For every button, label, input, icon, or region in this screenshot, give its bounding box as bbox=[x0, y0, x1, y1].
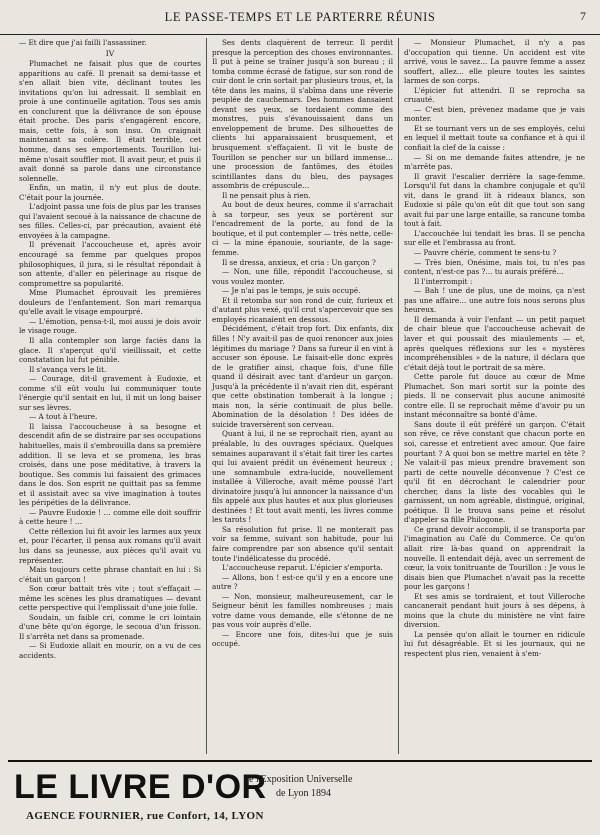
paragraph: Il se dressa, anxieux, et cria : Un garçon ? bbox=[222, 257, 376, 267]
column-3 bbox=[398, 38, 590, 754]
paragraph: — Si Eudoxie allait en mourir, on a vu de ces accidents. bbox=[19, 641, 201, 660]
ad-title: LE LIVRE D'OR bbox=[14, 768, 267, 806]
paragraph: Cette réflexion lui fit avoir les larmes aux yeux et, pour l'écarter, il pensa aux romans qu'il avait lus dans sa jeunesse, aux pièces qu'il avait vu représenter. bbox=[19, 526, 201, 565]
paragraph: Et ses amis se tordraient, et tout Villeroche cancanerait pendant huit jours à ses dépens, à moins que la chute du ministère ne vînt faire diversion. bbox=[404, 591, 585, 630]
ad-subtitle-line1: de l'Exposition Universelle bbox=[244, 774, 353, 785]
paragraph: L'adjoint passa une fois de plus par les transes qui l'avaient secoué à la naissance de chacune de ses filles. Celles-ci, par précaution, avaient été envoyées à la campagne. bbox=[19, 202, 201, 240]
paragraph: — Pauvre chérie, comment te sens-tu ? bbox=[414, 248, 557, 258]
paragraph: Ses dents claquèrent de terreur. Il perdit presque la perception des choses environnantes. Il put à peine se traîner jusqu'à son bureau ; il tomba comme écrasé de fatigue, sur son rond de cuir dont le crin sortait par plusieurs trous, et, la tête dans les mains, il s'abîma dans une rêverie peuplée de cauchemars. Des hommes dansaient devant ses yeux, se tordaient comme des monstres, puis s'évanouissaient dans un enveloppement de brume. Des silhouettes de clients lui apparaissaient brusquement, et brusquement s'effaçaient. Il vit le buste de Tourillon se pencher sur un billard immense… une procession de fantômes, des étoiles scintillantes dans du bleu, des paysages assombris de crépuscule… bbox=[212, 38, 393, 191]
paragraph: — Monsieur Plumachet, il n'y a pas d'occupation qui tienne. Un accident est vite arrivé, vous le savez… La pauvre femme a assez souffert, allez… elle pleure toutes les saintes larmes de son corps. bbox=[404, 38, 585, 86]
paragraph: — Bah ! une de plus, une de moins, ça n'est pas une affaire… une autre fois nous serons plus heureux. bbox=[404, 286, 585, 315]
paragraph: Plumachet ne faisait plus que de courtes apparitions au café. Il prenait sa demi-tasse et s'en allait bien vite, déclinant toutes les invitations qu'on lui adressait. Il semblait en proie à une continuelle agitation. Tous ses amis en conclurent que la délivrance de son épouse était proche. Des paris s'engagèrent encore, mais, cette fois, à son insu. On craignait maintenant sa colère. Il était terrible, cet homme, dans ses emportements. Tourillon lui-même n'osait souffler mot. Il avait peur, et puis il avait donné sa parole dans une circonstance solennelle. bbox=[19, 59, 201, 183]
paragraph: Et se tournant vers un de ses employés, celui en lequel il mettait toute sa confiance et à qui il confiait la clef de la caisse : bbox=[404, 123, 585, 153]
paragraph: Il ne pensait plus à rien. bbox=[222, 190, 311, 200]
paragraph: La pensée qu'on allait le tourner en ridicule lui fut désagréable. Et si les journaux, qui ne respectent plus rien, venaient à s'em- bbox=[404, 629, 585, 658]
paragraph: — Allons, bon ! est-ce qu'il y en a encore une autre ? bbox=[212, 572, 393, 592]
paragraph: Il s'avança vers le lit. bbox=[29, 364, 107, 374]
paragraph: Cette parole fut douce au cœur de Mme Plumachet. Son mari sortit sur la pointe des pieds. Il ne conservait plus aucune animosité contre elle. Il se reprochait même d'avoir pu un instant méconnaître sa bonté d'âme. bbox=[404, 372, 585, 420]
paragraph: — L'émotion, pensa-t-il, moi aussi je dois avoir le visage rouge. bbox=[19, 316, 201, 336]
paragraph: L'épicier fut attendri. Il se reprocha sa cruauté. bbox=[404, 85, 585, 105]
paragraph: L'accoucheuse reparut. L'épicier s'emporta. bbox=[222, 563, 383, 573]
paragraph: Mais toujours cette phrase chantait en lui : Si c'était un garçon ! bbox=[19, 565, 201, 584]
paragraph: Soudain, un faible cri, comme le cri lointain d'une bête qu'on égorge, le secoua d'un frisson. Il s'arrêta net dans sa promenade. bbox=[19, 612, 201, 641]
paragraph: — Encore une fois, dites-lui que je suis occupé. bbox=[212, 629, 393, 649]
paragraph: — C'est bien, prévenez madame que je vais monter. bbox=[404, 104, 585, 124]
paragraph: Sa résolution fut prise. Il ne monterait pas voir sa femme, suivant son habitude, pour lui faire comprendre par son absence qu'il sentait toute l'indélicatesse du procédé. bbox=[212, 524, 393, 563]
paragraph: Décidément, c'était trop fort. Dix enfants, dix filles ! N'y avait-il pas de quoi renoncer aux joies légitimes du mariage ? Dans sa fureur il en vint à accuser son épouse. Le faisait-elle donc exprès de le gratifier ainsi, chaque fois, d'une fille quand il désirait avec tant d'ardeur un garçon. Jusqu'à la précédente il n'avait rien dit, espérant que cette obstination tomberait à la longue ; mais non, la série continuait de plus belle. Abomination de la désolation ! Des idées de suicide traversèrent son cerveau. bbox=[212, 324, 393, 429]
paragraph: Mme Plumachet éprouvait les premières douleurs de l'enfantement. Son mari remarqua qu'elle avait le visage empourpré. bbox=[19, 288, 201, 317]
ad-subtitle-line2: de Lyon 1894 bbox=[276, 788, 331, 799]
paragraph: Ce grand devoir accompli, il se transporta par l'imagination au Café du Commerce. Ce qu'on allait rire là-bas quand on apprendrait la nouvelle. Il entendait déjà, avec un serrement de cœur, la voix tonitruante de Tourillon : Je vous le disais bien que Plumachet n'avait pas la recette pour les garçons ! bbox=[404, 524, 585, 592]
paragraph: — Courage, dit-il gravement à Eudoxie, et comme s'il eût voulu lui communiquer toute l'énergie qu'il sentait en lui, il mit un long baiser sur ses lèvres. bbox=[19, 374, 201, 412]
paragraph: Sans doute il eût préféré un garçon. C'était son rêve, ce rêve constant que chacun porte en soi, caresse et entretient avec amour. Que faire pourtant ? A quoi bon se mettre martel en tête ? Ne valait-il pas mieux prendre bravement son parti de cette nouvelle déconvenue ? C'est ce qu'il fit en décrochant le calendrier pour chercher, dans la liste des vocables qui le garnissent, un nom agréable, distingué, original, poétique. Il le trouva sans peine et résolut d'appeler sa fille Philogone. bbox=[404, 419, 585, 525]
ad-agency: AGENCE FOURNIER, rue Confort, 14, LYON bbox=[26, 810, 264, 822]
page-number: 7 bbox=[580, 9, 586, 23]
paragraph: Il alla contempler son large faciès dans la glace. Il s'aperçut qu'il vieillissait, et cette constatation lui fut pénible. bbox=[19, 335, 201, 365]
column-2 bbox=[206, 38, 398, 754]
paragraph: Au bout de deux heures, comme il s'arrachait à sa torpeur, ses yeux se portèrent sur l'encadrement de la porte, au fond de la boutique, et il put contempler — très nette, celle-ci — la mine épanouie, souriante, de la sage-femme. bbox=[212, 200, 393, 258]
text-columns bbox=[14, 38, 590, 754]
paragraph: — Je n'ai pas le temps, je suis occupé. bbox=[222, 286, 361, 296]
advertisement-banner bbox=[8, 760, 592, 830]
paragraph: Il prévenait l'accoucheuse et, après avoir encouragé sa femme par quelques propos philosophiques, il jura, si le résultat répondait à son attente, d'aller en pèlerinage au risque de compromettre sa popularité. bbox=[19, 240, 201, 288]
running-title: LE PASSE-TEMPS ET LE PARTERRE RÉUNIS bbox=[164, 10, 436, 24]
paragraph: Il laissa l'accoucheuse à sa besogne et descendit afin de se distraire par ses occupations habituelles, mais il s'embrouilla dans sa première addition. Il se leva et se promena, les bras croisés, dans une pose méditative, à travers la boutique. Ses commis lui faisaient des grimaces dans le dos. Son esprit ne quittait pas sa femme et il assistait avec sa vive imagination à toutes les péripéties de la délivrance. bbox=[19, 421, 201, 508]
paragraph: L'accouchée lui tendait les bras. Il se pencha sur elle et l'embrassa au front. bbox=[404, 228, 585, 248]
paragraph: — Non, monsieur, malheureusement, car le Seigneur bénit les familles nombreuses ; mais votre dame vous demande, elle s'étonne de ne pas vous voir auprès d'elle. bbox=[212, 591, 393, 630]
paragraph: Son cœur battait très vite ; tout s'effaçait — même les scènes les plus dramatiques — devant cette perspective qui l'emplissait d'une joie folle. bbox=[19, 584, 201, 613]
paragraph: — Très bien, Onésime, mais toi, tu n'es pas content, n'est-ce pas ?… tu aurais préféré… bbox=[404, 257, 585, 277]
page-header bbox=[0, 0, 600, 35]
paragraph: Quant à lui, il ne se reprochait rien, ayant au préalable, lu des ouvrages spéciaux. Quelques semaines auparavant il s'était fait tirer les cartes qui lui avaient prédit un événement heureux ; une somnambule extra-lucide, nouvellement installée à Villeroche, avait même poussé l'art divinatoire jusqu'à lui annoncer la naissance d'un fils appelé aux plus hautes et aux plus glorieuses destinées ! Et tout avait menti, les livres comme les tarots ! bbox=[212, 429, 393, 525]
paragraph: — Non, une fille, répondit l'accoucheuse, si vous voulez monter. bbox=[212, 267, 393, 286]
paragraph: — Pauvre Eudoxie ! … comme elle doit souffrir à cette heure ! … bbox=[19, 507, 201, 527]
paragraph: Enfin, un matin, il n'y eut plus de doute. C'était pour la journée. bbox=[19, 183, 201, 202]
paragraph: — Si on me demande faites attendre, je ne m'arrête pas. bbox=[404, 152, 585, 172]
paragraph: — A tout à l'heure. bbox=[29, 412, 98, 422]
chapter-number: IV bbox=[105, 48, 115, 58]
paragraph: Il l'interrompit : bbox=[414, 276, 473, 286]
paragraph: Il gravit l'escalier derrière la sage-femme. Lorsqu'il fut dans la chambre conjugale et qu'il vit, dans le grand lit à rideaux blancs, son Eudoxie si pâle qu'on eût dit que tout son sang avait fui par une large entaille, sa rancune tomba tout à fait. bbox=[404, 171, 585, 229]
paragraph: Et il retomba sur son rond de cuir, furieux et d'autant plus vexé, qu'il crut s'apercevoir que ses employés ricanaient en dessous. bbox=[212, 295, 393, 324]
paragraph: — Et dire que j'ai failli l'assassiner. bbox=[19, 38, 147, 47]
paragraph: Il demanda à voir l'enfant — un petit paquet de chair bleue que l'accoucheuse achevait de laver et qui poussait des miaulements — et, après quelques réflexions sur les « mystères incompréhensibles » de la nature, il déclara que c'était déjà tout le portrait de sa mère. bbox=[404, 314, 585, 372]
column-1 bbox=[14, 38, 206, 754]
